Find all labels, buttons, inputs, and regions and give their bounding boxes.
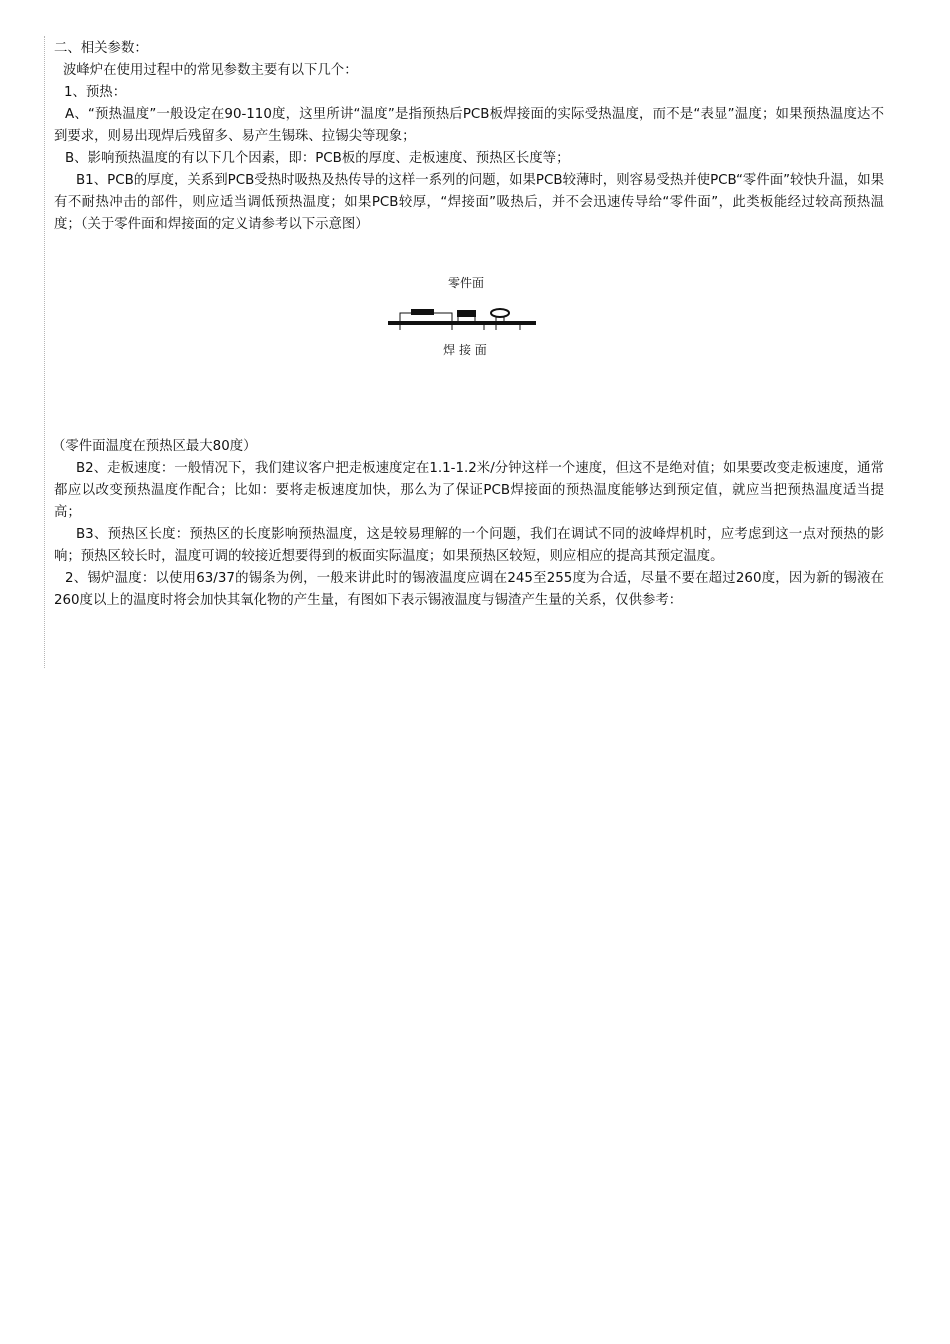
axial-component-body	[411, 309, 434, 315]
left-margin-rule	[44, 36, 45, 668]
paragraph-a: A、“预热温度”一般设定在90-110度，这里所讲“温度”是指预热后PCB板焊接面的实际受热温度，而不是“表显”温度；如果预热温度达不到要求，则易出现焊后残留多、易产生锡珠、拉锡尖等现象；	[54, 107, 884, 144]
paragraph-b2: B2、走板速度：一般情况下，我们建议客户把走板速度定在1.1-1.2米/分钟这样一个速度，但这不是绝对值；如果要改变走板速度，通常都应以改变预热温度作配合；比如：要将走板速度加快，那么为了保证PCB焊接面的预热温度能够达到预定值，就应当把预热温度适当提高；	[54, 461, 884, 520]
pcb-diagram-svg	[380, 262, 550, 372]
section-heading: 二、相关参数：	[54, 41, 148, 56]
component-side-label: 零件面	[447, 276, 485, 290]
document-body	[54, 38, 884, 612]
solder-side-label: 焊 接 面	[443, 343, 487, 357]
chip-component-body	[457, 310, 476, 317]
item1-heading: 1、预热：	[64, 85, 127, 100]
intro-text: 波峰炉在使用过程中的常见参数主要有以下几个：	[63, 63, 358, 78]
pcb-board	[388, 321, 536, 325]
oval-component	[491, 309, 509, 317]
paragraph-b1: B1、PCB的厚度，关系到PCB受热时吸热及热传导的这样一系列的问题，如果PCB较薄时，则容易受热并使PCB“零件面”较快升温，如果有不耐热冲击的部件，则应适当调低预热温度；如果PCB较厚，“焊接面”吸热后，并不会迅速传导给“零件面”，此类板能经过较高预热温度；（关于零件面和焊接面的定义请参考以下示意图）	[54, 173, 884, 232]
paragraph-item2: 2、锡炉温度：以使用63/37的锡条为例，一般来讲此时的锡液温度应调在245至255度为合适，尽量不要在超过260度，因为新的锡液在260度以上的温度时将会加快其氧化物的产生量，有图如下表示锡液温度与锡渣产生量的关系，仅供参考：	[54, 571, 884, 608]
paragraph-b3: B3、预热区长度：预热区的长度影响预热温度，这是较易理解的一个问题，我们在调试不同的波峰焊机时，应考虑到这一点对预热的影响；预热区较长时，温度可调的较接近想要得到的板面实际温度；如果预热区较短，则应相应的提高其预定温度。	[54, 527, 884, 564]
paragraph-b: B、影响预热温度的有以下几个因素，即：PCB板的厚度、走板速度、预热区长度等；	[65, 151, 570, 166]
figure-caption: （零件面温度在预热区最大80度）	[52, 439, 257, 454]
pcb-diagram	[54, 236, 884, 436]
